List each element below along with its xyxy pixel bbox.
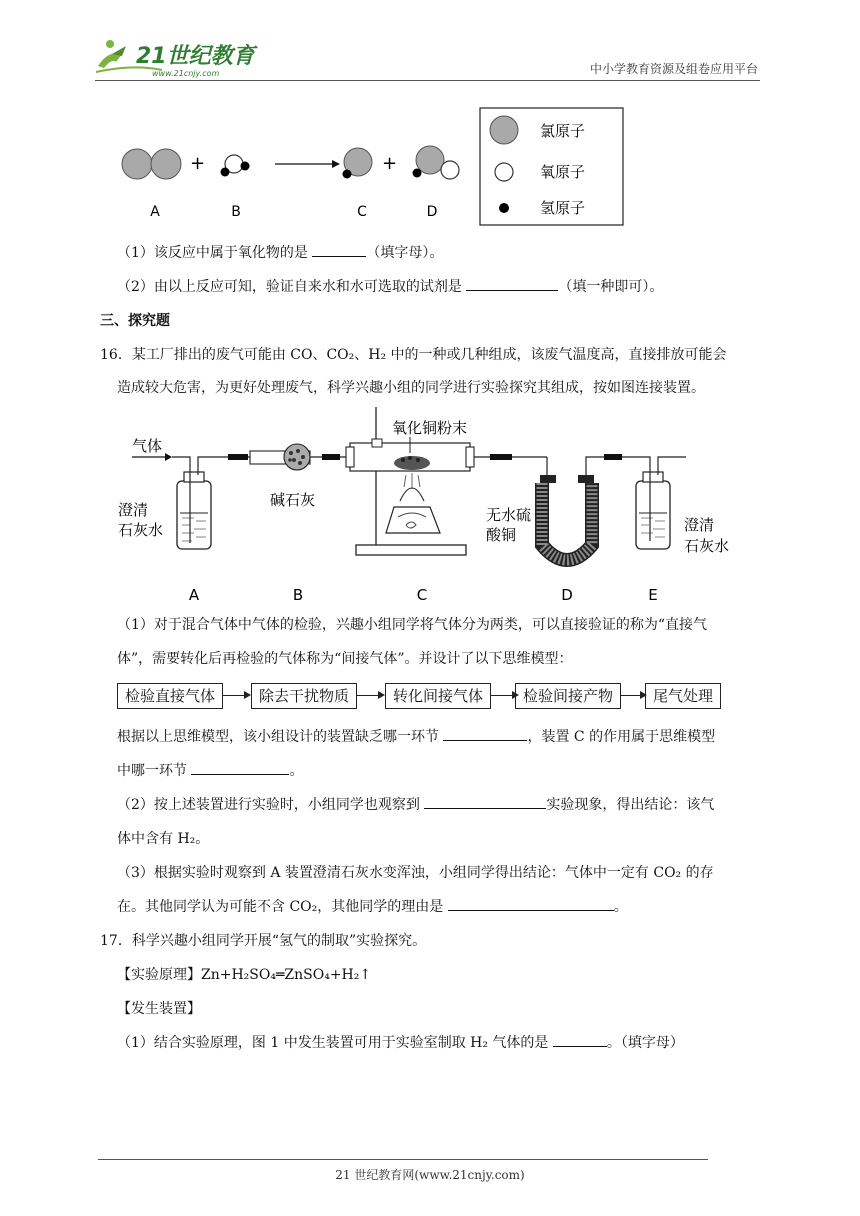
label-b: B bbox=[231, 204, 241, 220]
legend-oxygen: 氧原子 bbox=[540, 163, 586, 181]
oxygen-atom bbox=[441, 161, 459, 179]
site-logo bbox=[92, 36, 262, 80]
bottle-a bbox=[177, 481, 211, 549]
cuo-label: 氧化铜粉末 bbox=[392, 419, 468, 437]
platform-title: 中小学教育资源及组卷应用平台 bbox=[589, 62, 758, 76]
apparatus-label-c: C bbox=[416, 586, 428, 604]
answer-blank[interactable] bbox=[424, 794, 546, 809]
q17-intro: 17．科学兴趣小组同学开展“氢气的制取”实验探究。 bbox=[100, 933, 427, 949]
q15-part1: （1）该反应中属于氧化物的是 （填字母）。 bbox=[117, 242, 443, 262]
flow-arrow bbox=[223, 695, 249, 696]
label-a: A bbox=[150, 204, 160, 220]
logo-url: www.21cnjy.com bbox=[152, 69, 220, 78]
flow-step-4: 检验间接产物 bbox=[515, 683, 621, 709]
cuo-powder bbox=[394, 456, 430, 470]
bottle-e bbox=[636, 481, 670, 549]
flow-step-1: 检验直接气体 bbox=[117, 683, 223, 709]
hydrogen-atom bbox=[221, 168, 230, 177]
q16-p3-line2: 在。其他同学认为可能不含 CO₂，其他同学的理由是 。 bbox=[117, 896, 628, 916]
apparatus-label-d: D bbox=[561, 586, 573, 604]
footer-divider bbox=[98, 1159, 708, 1160]
answer-blank[interactable] bbox=[448, 896, 614, 911]
flow-arrow bbox=[621, 695, 645, 696]
legend-hydrogen: 氢原子 bbox=[540, 199, 586, 217]
hydrogen-atom bbox=[241, 162, 250, 171]
q16-p1-line3: 根据以上思维模型，该小组设计的装置缺乏哪一环节 ，装置 C 的作用属于思维模型 bbox=[117, 726, 715, 746]
reaction-diagram bbox=[110, 103, 630, 228]
q16-intro-1: 16．某工厂排出的废气可能由 CO、CO₂、H₂ 中的一种或几种组成，该废气温度高，直接排放可能会 bbox=[100, 347, 727, 363]
soda-lime-label: 碱石灰 bbox=[270, 491, 316, 509]
plus-sign: + bbox=[190, 153, 206, 174]
chlorine-atom bbox=[122, 149, 152, 179]
q16-p1-line4: 中哪一环节 。 bbox=[117, 760, 303, 780]
apparatus-label-a: A bbox=[188, 586, 200, 604]
answer-blank[interactable] bbox=[312, 242, 366, 257]
limewater-left-2: 石灰水 bbox=[118, 521, 164, 539]
hydrogen-atom bbox=[413, 169, 422, 178]
apparatus-diagram bbox=[110, 405, 750, 605]
flow-step-5: 尾气处理 bbox=[645, 683, 721, 709]
limewater-right-1: 澄清 bbox=[684, 516, 715, 534]
q15-part2: （2）由以上反应可知，验证自来水和水可选取的试剂是 （填一种即可）。 bbox=[117, 276, 663, 296]
flow-arrow bbox=[357, 695, 383, 696]
legend-oxygen-icon bbox=[495, 163, 513, 181]
q16-p3-line1: （3）根据实验时观察到 A 装置澄清石灰水变浑浊，小组同学得出结论：气体中一定有 CO₂ 的存 bbox=[117, 865, 714, 881]
label-d: D bbox=[426, 204, 438, 220]
apparatus-label-e: E bbox=[648, 586, 658, 604]
cuso4-label-2: 酸铜 bbox=[486, 526, 517, 544]
alcohol-lamp bbox=[386, 507, 440, 533]
q16-p1-line2: 体”，需要转化后再检验的气体称为“间接气体”。并设计了以下思维模型： bbox=[117, 651, 573, 667]
limewater-right-2: 石灰水 bbox=[684, 537, 730, 555]
q16-intro-2: 造成较大危害，为更好处理废气，科学兴趣小组的同学进行实验探究其组成，按如图连接装置。 bbox=[117, 380, 705, 396]
label-c: C bbox=[357, 204, 367, 220]
flow-step-2: 除去干扰物质 bbox=[251, 683, 357, 709]
flow-arrow bbox=[491, 695, 517, 696]
gas-in-label: 气体 bbox=[132, 437, 163, 455]
q16-p1-line1: （1）对于混合气体中气体的检验，兴趣小组同学将气体分为两类，可以直接验证的称为“直接气 bbox=[117, 617, 708, 633]
chlorine-atom bbox=[151, 149, 181, 179]
apparatus-label-b: B bbox=[292, 586, 304, 604]
q16-p2-line2: 体中含有 H₂。 bbox=[117, 831, 210, 847]
thinking-model-flow bbox=[117, 683, 727, 709]
q17-device-heading: 【发生装置】 bbox=[117, 1001, 201, 1017]
limewater-left-1: 澄清 bbox=[118, 501, 149, 519]
logo-text: 21世纪教育 bbox=[136, 44, 255, 69]
footer-text: 21 世纪教育网(www.21cnjy.com) bbox=[335, 1168, 525, 1182]
legend-chlorine-icon bbox=[490, 116, 518, 144]
chlorine-atom bbox=[416, 146, 444, 174]
legend-hydrogen-icon bbox=[499, 203, 509, 213]
section-heading: 三、探究题 bbox=[100, 313, 170, 329]
plus-sign: + bbox=[382, 153, 398, 174]
flow-step-3: 转化间接气体 bbox=[385, 683, 491, 709]
answer-blank[interactable] bbox=[191, 760, 289, 775]
answer-blank[interactable] bbox=[443, 726, 527, 741]
q17-part1: （1）结合实验原理，图 1 中发生装置可用于实验室制取 H₂ 气体的是 。（填字母） bbox=[117, 1032, 684, 1052]
hydrogen-atom bbox=[343, 170, 352, 179]
cuso4-label-1: 无水硫 bbox=[486, 506, 532, 524]
answer-blank[interactable] bbox=[466, 276, 558, 291]
answer-blank[interactable] bbox=[553, 1032, 607, 1047]
q17-principle: 【实验原理】Zn+H₂SO₄═ZnSO₄+H₂↑ bbox=[117, 967, 372, 983]
header-divider bbox=[95, 80, 760, 81]
legend-chlorine: 氯原子 bbox=[540, 122, 586, 140]
q16-p2-line1: （2）按上述装置进行实验时，小组同学也观察到 实验现象，得出结论：该气 bbox=[117, 794, 714, 814]
